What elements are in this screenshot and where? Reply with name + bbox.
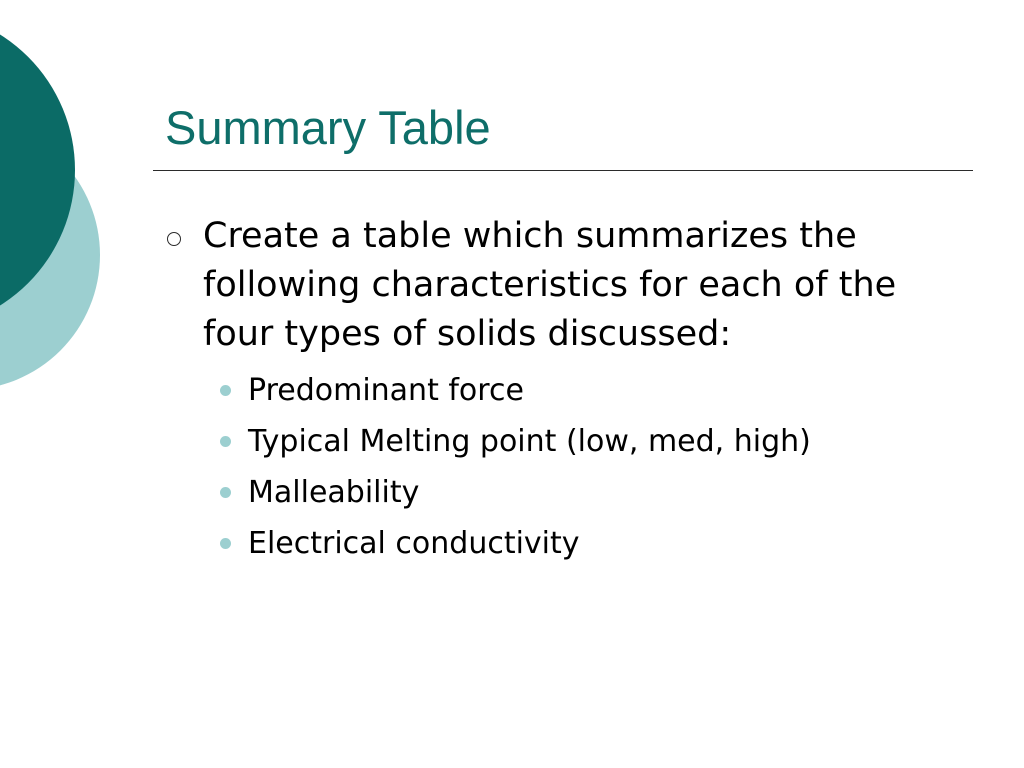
dot-bullet-icon [220,538,231,549]
sub-bullet-item [160,365,960,416]
dot-bullet-icon [220,487,231,498]
dot-bullet-icon [220,385,231,396]
sub-bullet-text: Predominant force [248,373,524,408]
dot-bullet-icon [220,436,231,447]
bullet-text: Create a table which summarizes the following characteristics for each of the four types of solids discussed: [203,216,897,354]
slide-body [160,212,960,569]
sub-bullet-item [160,467,960,518]
sub-bullet-list [160,365,960,569]
sub-bullet-text: Malleability [248,475,420,510]
sub-bullet-text: Electrical conductivity [248,526,580,561]
bullet-item [160,212,960,359]
sub-bullet-item [160,518,960,569]
sub-bullet-item [160,416,960,467]
slide-title: Summary Table [165,101,491,154]
ring-bullet-icon [167,232,181,246]
sub-bullet-text: Typical Melting point (low, med, high) [248,424,811,459]
title-divider [153,170,973,171]
